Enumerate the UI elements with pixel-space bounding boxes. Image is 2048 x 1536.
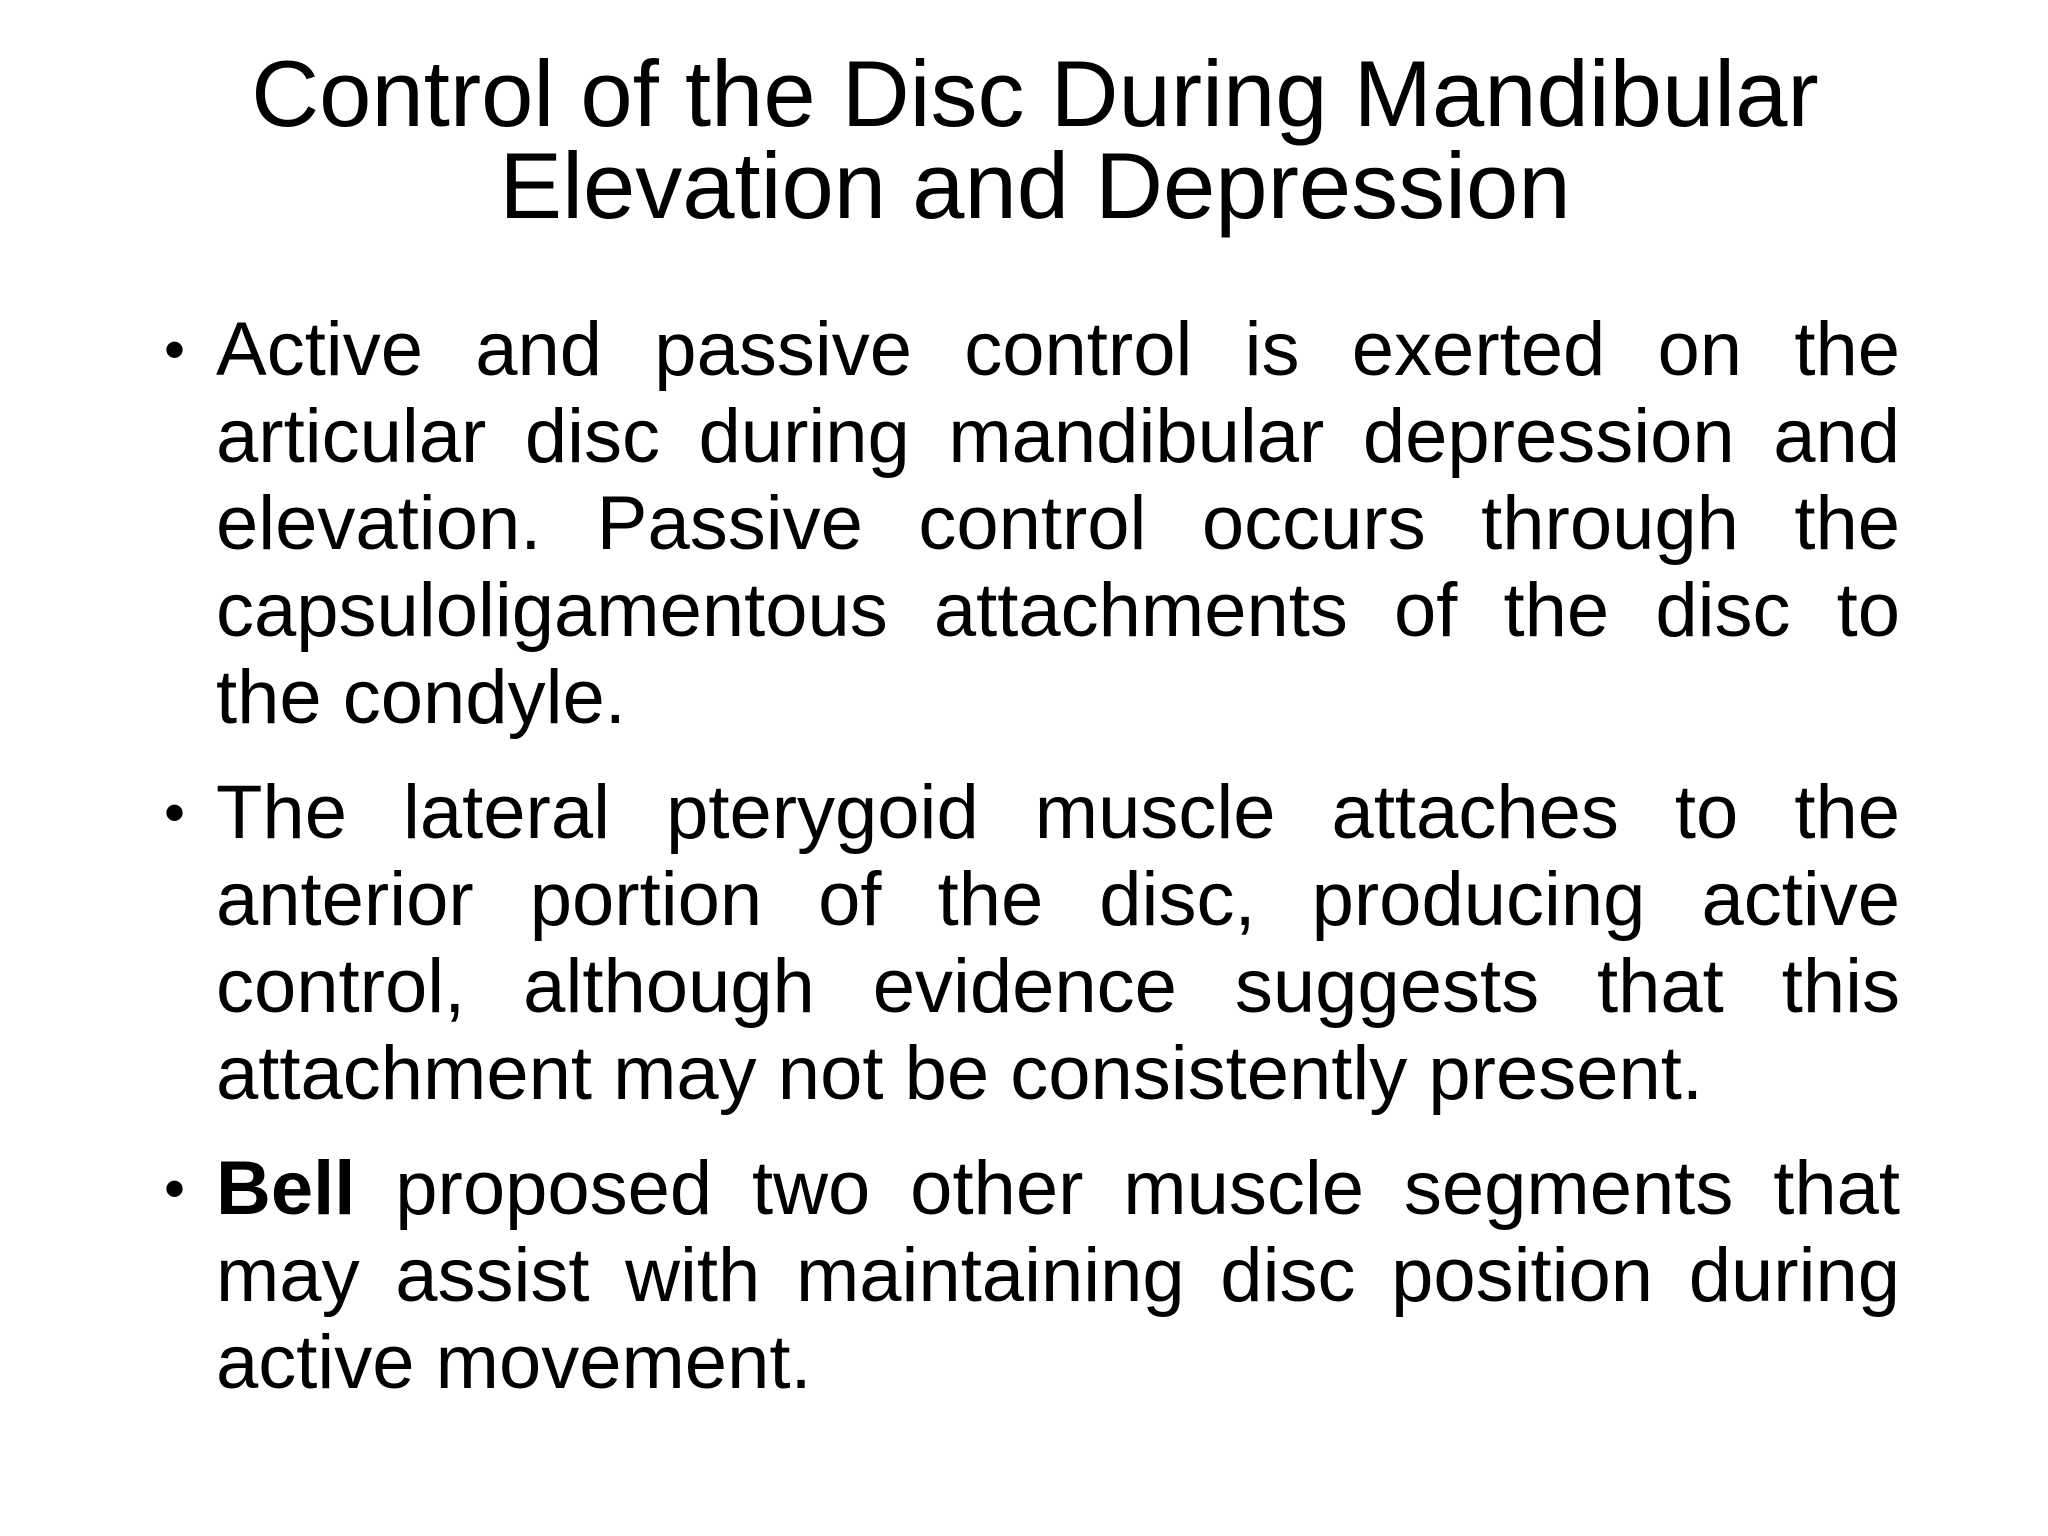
bullet-item-active-passive-control (160, 306, 1900, 741)
bullet-item-lateral-pterygoid (160, 769, 1900, 1117)
bullet-dot-icon: • (164, 316, 186, 383)
bullet-text: The lateral pterygoid muscle attaches to the anterior portion of the disc, producing active control, although evidence suggests that this attachment may not be consistently present. (216, 770, 1900, 1116)
bullet-text: Active and passive control is exerted on the articular disc during mandibular depression and elevation. Passive control occurs through the capsuloligamentous attachments of the disc to the condyle. (216, 307, 1900, 740)
slide-title-line-2: Elevation and Depression (499, 133, 1571, 238)
slide-title-line-1: Control of the Disc During Mandibular (251, 41, 1819, 146)
bullet-dot-icon: • (164, 1155, 186, 1222)
slide-title (120, 41, 1950, 238)
bullet-bold-author: Bell (216, 1146, 356, 1231)
bullet-item-bell-proposal (160, 1145, 1900, 1406)
bullet-list (160, 306, 1900, 1434)
bullet-dot-icon: • (164, 779, 186, 846)
bullet-text: proposed two other muscle segments that may assist with maintaining disc position during active movement. (216, 1146, 1900, 1405)
